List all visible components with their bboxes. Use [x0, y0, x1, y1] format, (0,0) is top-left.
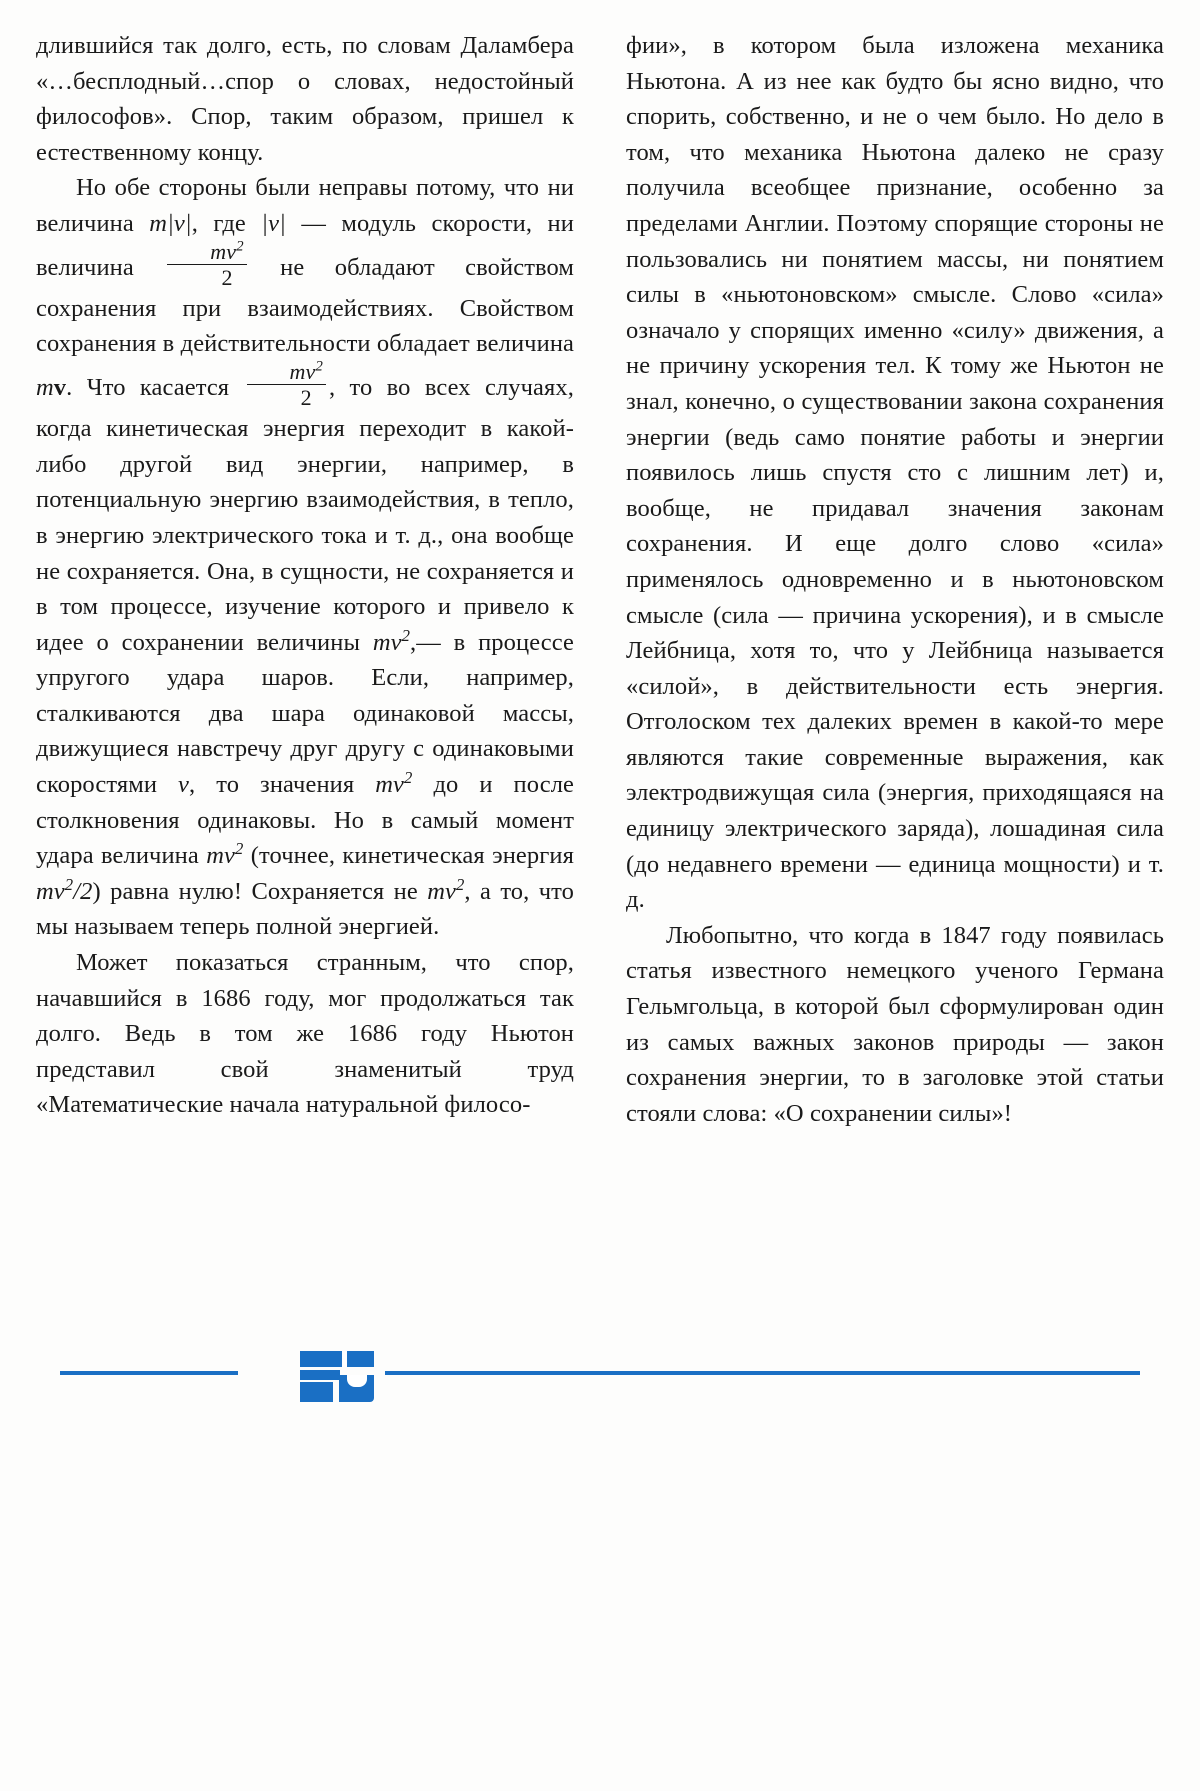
footer-ornament	[60, 1345, 1140, 1405]
left-column	[36, 28, 574, 1131]
logo-bar-mid	[300, 1370, 340, 1380]
formula-mv2-a: $mv^2$	[372, 625, 411, 656]
formula-mv2-over-2: $\frac{mv^2}{2}$	[167, 240, 246, 289]
right-column	[626, 28, 1164, 1131]
formula-mv: mv	[36, 373, 67, 401]
formula-mv2-over-2-b: $\frac{mv^2}{2}$	[247, 360, 326, 409]
paragraph-left-2: Но обе стороны были неправы потому, что ни величина m|v|, где |v| — модуль скорости, ни величина $\frac{mv^2}{2}$ не обладают свойством сохранения при взаимодействиях. Свойством сохранения в действительности обладает величина mv. Что касается $\frac{mv^2}{2}$ , то во всех случаях, когда кинетическая энергия переходит в какой-либо другой вид энергии, например, в потенциальную энергию взаимодействия, в тепло, в энергию электрического тока и т. д., она вообще не сохраняется. Она, в сущности, не сохраняется и в том процессе, изучение которого и привело к идее о сохранении величины $mv^2,—$ в процессе упругого удара шаров. Если, например, сталкиваются два шара одинаковой массы, движущиеся навстречу друг другу с одинаковыми скоростями v, то значения $mv^2$ до и после столкновения одинаковы. Но в самый момент удара величина $mv^2$ (точнее, кинетическая энергия $mv^2/2$) равна нулю! Сохраняется не $mv^2$, а то, что мы называем теперь полной энергией.	[36, 174, 575, 941]
logo-bar-top-notch	[342, 1351, 347, 1367]
formula-mv2-b: $mv^2$	[375, 767, 413, 799]
formula-m-abs-v: m|v|	[149, 209, 192, 237]
paragraph-right-1: фии», в котором была изложена механика Ньютона. А из нее как будто бы ясно видно, что спорить, собственно, и не о чем было. Но дело в том, что механика Ньютона далеко не сразу получила всеобщее признание, особенно за пределами Англии. Поэтому спорящие стороны не пользовались ни понятием массы, ни понятием силы в «ньютоновском» смысле. Слово «сила» означало у спорящих именно «силу» движения, а не причину ускорения тел. К тому же Ньютон не знал, конечно, о существовании закона сохранения энергии (ведь само понятие работы и энергии появилось лишь спустя сто с лишним лет) и, вообще, не придавал значения законам сохранения. И еще долго слово «сила» применялось одновременно и в ньютоновском смысле (сила — причина ускорения), и в смысле Лейбница, хотя то, что у Лейбница называется «силой», в действительности есть энергия. Отголоском тех далеких времен в какой-то мере являются такие современные выражения, как электродвижущая сила (энергия, приходящаяся на единицу электрического заряда), лошадиная сила (до недавнего времени — единица мощности) и т. д.	[626, 32, 1164, 914]
formula-mv2-d: $mv^2$	[427, 874, 465, 905]
logo-block-left	[300, 1382, 333, 1402]
formula-mv2-c: $mv^2$	[206, 839, 244, 870]
two-column-text-body	[36, 28, 1164, 1131]
paragraph-left-3: Может показаться странным, что спор, начавшийся в 1686 году, мог продолжаться так долго. Ведь в том же 1686 году Ньютон представил свой знаменитый труд «Математические начала натуральной филосо-	[36, 949, 574, 1119]
logo-block-right-cut	[347, 1375, 367, 1387]
publisher-logo-icon	[238, 1345, 385, 1405]
paragraph-left-1: длившийся так долго, есть, по словам Даламбера «…бесплодный…спор о словах, недостойный философов». Спор, таким образом, пришел к естественному концу.	[36, 32, 574, 166]
paragraph-right-2: Любопытно, что когда в 1847 году появилась статья известного немецкого ученого Германа Гельмгольца, в которой был сформулирован один из самых важных законов природы — закон сохранения энергии, то в заголовке этой статьи стояли слова: «О сохранении силы»!	[626, 921, 1164, 1127]
footer-rule-left	[60, 1371, 238, 1375]
footer-rule-right	[385, 1371, 1140, 1375]
formula-abs-v: |v|	[261, 209, 286, 237]
formula-mv2-div2: $mv^2/2$	[36, 874, 93, 905]
logo-bar-top	[300, 1351, 374, 1367]
formula-v: v	[178, 771, 190, 799]
